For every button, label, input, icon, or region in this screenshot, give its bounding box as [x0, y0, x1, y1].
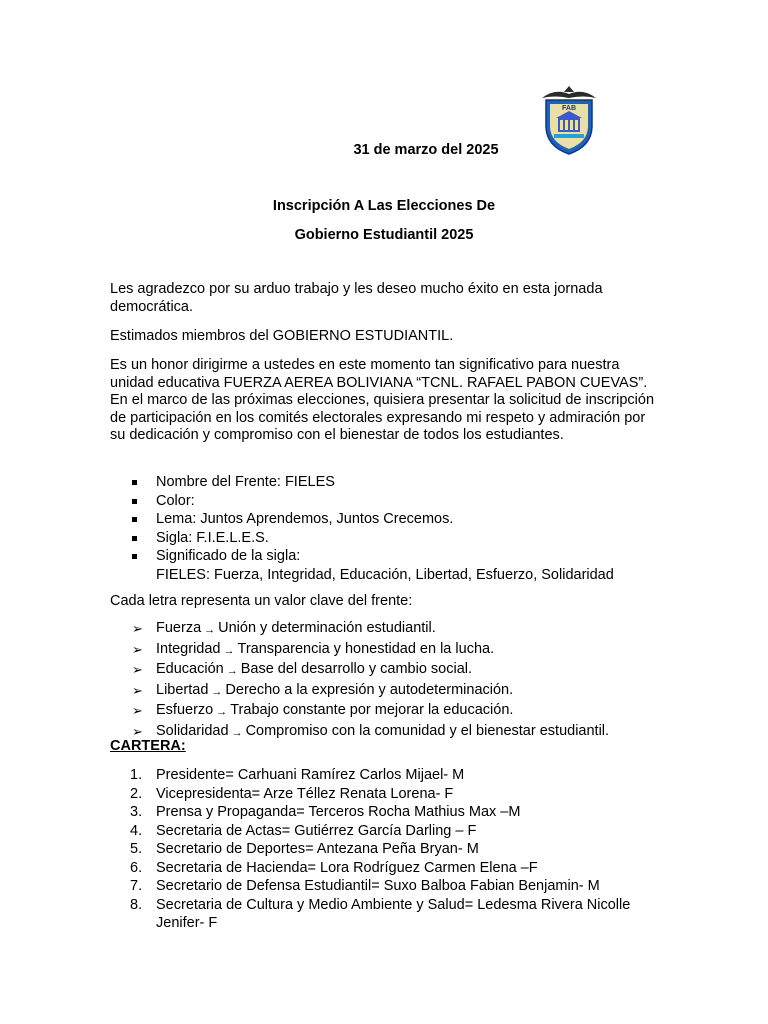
paragraph-greeting: Estimados miembros del GOBIERNO ESTUDIANTIL.: [110, 328, 454, 344]
arrow-bullet-icon: ➢: [132, 621, 143, 636]
values-list: [110, 619, 670, 742]
list-item: 5. Secretario de Deportes= Antezana Peña Bryan- M: [130, 841, 479, 857]
paragraph-thanks: Les agradezco por su arduo trabajo y les deseo mucho éxito en esta jornada democrática.: [110, 281, 603, 315]
list-item: ➢ Educación → Base del desarrollo y cambio social.: [110, 660, 670, 681]
right-arrow-icon: →: [231, 726, 243, 739]
list-item: Sigla: F.I.E.L.E.S.: [110, 529, 670, 548]
cartera-list: [110, 766, 670, 933]
list-item: ➢ Esfuerzo → Trabajo constante por mejorar la educación.: [110, 701, 670, 722]
list-item: Nombre del Frente: FIELES: [110, 473, 670, 492]
right-arrow-icon: →: [204, 624, 216, 636]
list-item: Significado de la sigla: FIELES: Fuerza, Integridad, Educación, Libertad, Esfuerzo, Solidaridad: [110, 547, 670, 584]
list-item: Color:: [110, 492, 670, 511]
right-arrow-icon: →: [216, 706, 228, 718]
cartera-heading: CARTERA:: [110, 738, 186, 754]
arrow-bullet-icon: ➢: [132, 662, 143, 677]
paragraph-request: Es un honor dirigirme a ustedes en este momento tan significativo para nuestra unidad educativa FUERZA AEREA BOLIVIANA “TCNL. RAFAEL PABON CUEVAS”. En el marco de las próximas elecciones, quisiera presentar la solicitud de inscripción de participación en los comités electorales expresando mi respeto y admiración por su dedicación y compromiso con el bienestar de todos los estudiantes.: [110, 357, 655, 443]
list-item: 2. Vicepresidenta= Arze Téllez Renata Lorena- F: [130, 785, 454, 802]
right-arrow-icon: →: [223, 644, 235, 657]
list-item: 7. Secretario de Defensa Estudiantil= Suxo Balboa Fabian Benjamin- M: [130, 878, 600, 894]
arrow-bullet-icon: ➢: [132, 641, 143, 657]
svg-text:FAB: FAB: [562, 105, 576, 112]
list-item: 6. Secretaria de Hacienda= Lora Rodríguez Carmen Elena –F: [130, 859, 538, 876]
list-item: Lema: Juntos Aprendemos, Juntos Crecemos.: [110, 510, 670, 529]
frente-details-list: [110, 473, 670, 584]
list-item: ➢ Solidaridad → Compromiso con la comunidad y el bienestar estudiantil.: [110, 722, 670, 743]
list-item: ➢ Libertad → Derecho a la expresión y autodeterminación.: [110, 681, 670, 702]
arrow-bullet-icon: ➢: [132, 723, 143, 739]
values-intro: Cada letra representa un valor clave del frente:: [110, 593, 413, 609]
list-item: 8. Secretaria de Cultura y Medio Ambiente y Salud= Ledesma Rivera Nicolle Jenifer- F: [130, 896, 631, 931]
list-item: ➢ Fuerza → Unión y determinación estudiantil.: [110, 619, 670, 640]
arrow-bullet-icon: ➢: [132, 682, 143, 698]
document-date: 31 de marzo del 2025: [353, 142, 499, 158]
list-item: 3. Prensa y Propaganda= Terceros Rocha Mathius Max –M: [130, 804, 521, 820]
list-item: ➢ Integridad → Transparencia y honestidad en la lucha.: [110, 640, 670, 661]
right-arrow-icon: →: [211, 685, 223, 698]
right-arrow-icon: →: [226, 665, 238, 677]
list-item: 4. Secretaria de Actas= Gutiérrez García Darling – F: [130, 822, 477, 839]
document-title-line-2: Gobierno Estudiantil 2025: [294, 227, 474, 243]
sigla-meaning: FIELES: Fuerza, Integridad, Educación, Libertad, Esfuerzo, Solidaridad: [156, 566, 614, 583]
list-item: 1. Presidente= Carhuani Ramírez Carlos Mijael- M: [130, 767, 465, 783]
document-title-line-1: Inscripción A Las Elecciones De: [272, 198, 496, 214]
arrow-bullet-icon: ➢: [132, 703, 143, 718]
